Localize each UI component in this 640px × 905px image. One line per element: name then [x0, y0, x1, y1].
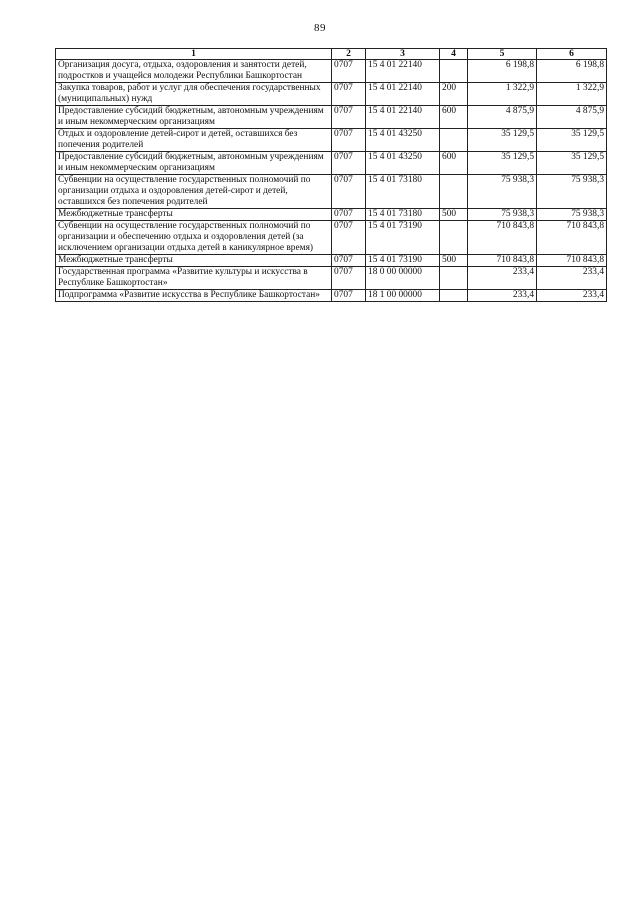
row-code-cell: 15 4 01 22140	[366, 60, 440, 83]
page-number: 89	[314, 22, 326, 34]
row-section-cell: 0707	[332, 129, 366, 152]
row-name-cell: Государственная программа «Развитие культуры и искусства в Республике Башкортостан»	[56, 267, 332, 290]
column-header: 6	[537, 49, 607, 60]
row-value-col5-cell: 710 843,8	[468, 221, 537, 255]
row-value-col6-cell: 233,4	[537, 267, 607, 290]
row-value-col5-cell: 75 938,3	[468, 209, 537, 221]
row-type-cell	[440, 267, 468, 290]
column-header: 3	[366, 49, 440, 60]
row-type-cell	[440, 175, 468, 209]
row-value-col5-cell: 233,4	[468, 267, 537, 290]
row-type-cell: 600	[440, 152, 468, 175]
row-name-cell: Межбюджетные трансферты	[56, 209, 332, 221]
row-name-cell: Закупка товаров, работ и услуг для обеспечения государственных (муниципальных) нужд	[56, 83, 332, 106]
row-code-cell: 18 1 00 00000	[366, 290, 440, 302]
row-type-cell	[440, 221, 468, 255]
row-type-cell: 200	[440, 83, 468, 106]
row-value-col5-cell: 35 129,5	[468, 152, 537, 175]
column-header: 2	[332, 49, 366, 60]
row-section-cell: 0707	[332, 209, 366, 221]
row-name-cell: Субвенции на осуществление государственных полномочий по организации и обеспечению отдыха и оздоровления детей (за исключением организации отдыха детей в каникулярное время)	[56, 221, 332, 255]
row-value-col6-cell: 35 129,5	[537, 129, 607, 152]
row-name-cell: Предоставление субсидий бюджетным, автономным учреждениям и иным некоммерческим организациям	[56, 106, 332, 129]
table-row	[56, 60, 607, 83]
row-type-cell	[440, 129, 468, 152]
table-row	[56, 290, 607, 302]
table-row	[56, 221, 607, 255]
row-value-col5-cell: 4 875,9	[468, 106, 537, 129]
row-value-col5-cell: 710 843,8	[468, 255, 537, 267]
column-header: 1	[56, 49, 332, 60]
table-row	[56, 152, 607, 175]
row-value-col6-cell: 710 843,8	[537, 221, 607, 255]
row-section-cell: 0707	[332, 290, 366, 302]
row-code-cell: 15 4 01 73190	[366, 221, 440, 255]
row-section-cell: 0707	[332, 152, 366, 175]
row-value-col6-cell: 75 938,3	[537, 175, 607, 209]
row-value-col5-cell: 35 129,5	[468, 129, 537, 152]
row-name-cell: Предоставление субсидий бюджетным, автономным учреждениям и иным некоммерческим организациям	[56, 152, 332, 175]
row-value-col5-cell: 6 198,8	[468, 60, 537, 83]
table-row	[56, 209, 607, 221]
table-row	[56, 255, 607, 267]
row-section-cell: 0707	[332, 175, 366, 209]
row-section-cell: 0707	[332, 267, 366, 290]
table-body	[56, 60, 607, 302]
row-code-cell: 15 4 01 73180	[366, 175, 440, 209]
row-type-cell: 600	[440, 106, 468, 129]
row-name-cell: Организация досуга, отдыха, оздоровления и занятости детей, подростков и учащейся молодежи Республики Башкортостан	[56, 60, 332, 83]
row-name-cell: Подпрограмма «Развитие искусства в Республике Башкортостан»	[56, 290, 332, 302]
row-type-cell	[440, 290, 468, 302]
row-value-col5-cell: 75 938,3	[468, 175, 537, 209]
table-header-row	[56, 49, 607, 60]
row-section-cell: 0707	[332, 83, 366, 106]
row-name-cell: Субвенции на осуществление государственных полномочий по организации отдыха и оздоровления детей-сирот и детей, оставшихся без попечения родителей	[56, 175, 332, 209]
row-value-col6-cell: 4 875,9	[537, 106, 607, 129]
budget-table	[55, 48, 607, 302]
row-section-cell: 0707	[332, 60, 366, 83]
column-header: 5	[468, 49, 537, 60]
row-value-col6-cell: 233,4	[537, 290, 607, 302]
row-section-cell: 0707	[332, 221, 366, 255]
table-row	[56, 83, 607, 106]
row-value-col5-cell: 233,4	[468, 290, 537, 302]
table-row	[56, 267, 607, 290]
row-code-cell: 15 4 01 22140	[366, 83, 440, 106]
row-code-cell: 15 4 01 43250	[366, 152, 440, 175]
row-name-cell: Межбюджетные трансферты	[56, 255, 332, 267]
row-code-cell: 15 4 01 22140	[366, 106, 440, 129]
row-type-cell: 500	[440, 209, 468, 221]
row-code-cell: 18 0 00 00000	[366, 267, 440, 290]
column-header: 4	[440, 49, 468, 60]
row-code-cell: 15 4 01 73190	[366, 255, 440, 267]
table-row	[56, 175, 607, 209]
row-type-cell: 500	[440, 255, 468, 267]
table-row	[56, 129, 607, 152]
row-value-col6-cell: 710 843,8	[537, 255, 607, 267]
row-value-col5-cell: 1 322,9	[468, 83, 537, 106]
row-type-cell	[440, 60, 468, 83]
row-code-cell: 15 4 01 43250	[366, 129, 440, 152]
row-section-cell: 0707	[332, 106, 366, 129]
table-row	[56, 106, 607, 129]
row-code-cell: 15 4 01 73180	[366, 209, 440, 221]
row-section-cell: 0707	[332, 255, 366, 267]
row-value-col6-cell: 75 938,3	[537, 209, 607, 221]
row-value-col6-cell: 35 129,5	[537, 152, 607, 175]
row-value-col6-cell: 1 322,9	[537, 83, 607, 106]
row-value-col6-cell: 6 198,8	[537, 60, 607, 83]
row-name-cell: Отдых и оздоровление детей-сирот и детей, оставшихся без попечения родителей	[56, 129, 332, 152]
